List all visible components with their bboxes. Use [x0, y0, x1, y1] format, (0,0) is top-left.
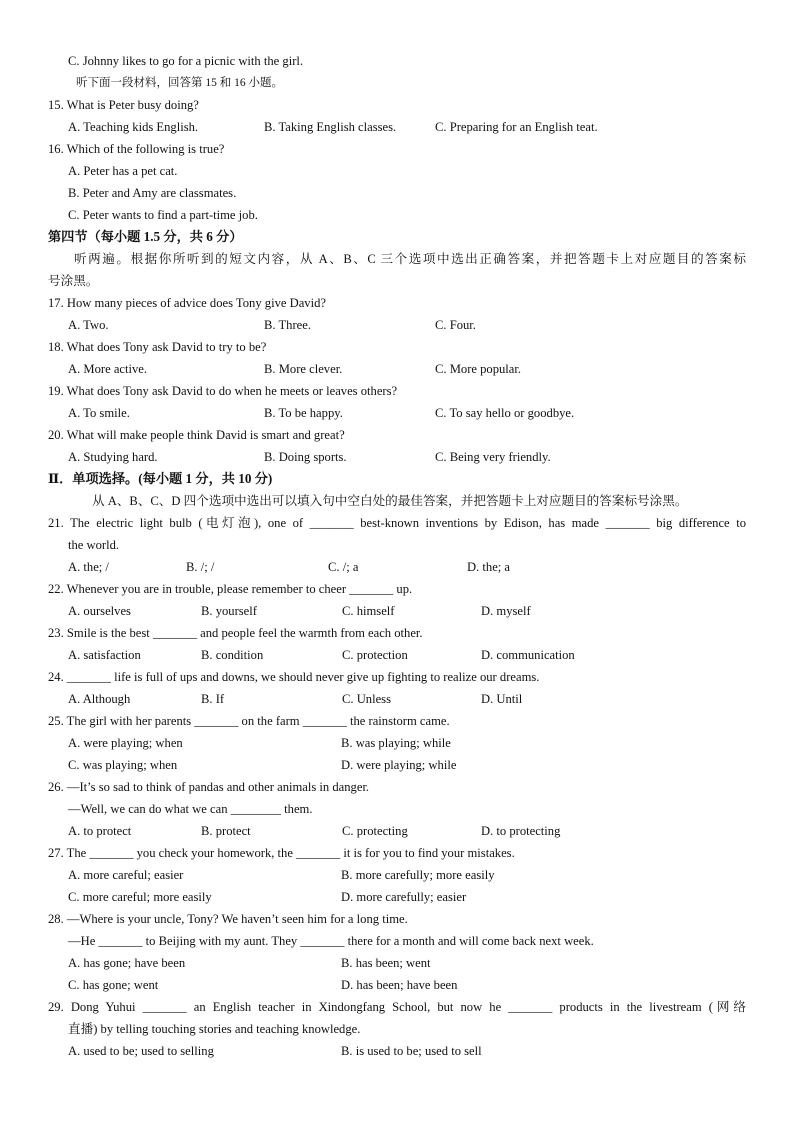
q29-option-b: B. is used to be; used to sell [341, 1044, 482, 1058]
q18-option-b: B. More clever. [264, 362, 343, 376]
q21-option-b: B. /; / [186, 560, 215, 574]
question-17-stem: 17. How many pieces of advice does Tony give David? [48, 296, 326, 310]
q14-option-c: C. Johnny likes to go for a picnic with the girl. [68, 54, 304, 68]
q26-option-d: D. to protecting [481, 824, 561, 838]
q27-option-a: A. more careful; easier [68, 868, 184, 882]
q19-option-c: C. To say hello or goodbye. [435, 406, 575, 420]
question-28-stem: 28. —Where is your uncle, Tony? We haven’t seen him for a long time. [48, 912, 408, 926]
q21-option-a: A. the; / [68, 560, 109, 574]
q18-option-a: A. More active. [68, 362, 148, 376]
q25-option-b: B. was playing; while [341, 736, 451, 750]
listening-instruction: 听下面一段材料，回答第 15 和 16 小题。 [76, 77, 283, 89]
q25-option-d: D. were playing; while [341, 758, 457, 772]
q23-option-a: A. satisfaction [68, 648, 141, 662]
q16-option-c: C. Peter wants to find a part-time job. [68, 208, 258, 222]
q21-option-d: D. the; a [467, 560, 511, 574]
section-2-instruction: 从 A、B、C、D 四个选项中选出可以填入句中空白处的最佳答案，并把答题卡上对应题目的答案标号涂黑。 [92, 494, 688, 508]
q19-option-a: A. To smile. [68, 406, 130, 420]
q17-option-b: B. Three. [264, 318, 311, 332]
q15-option-b: B. Taking English classes. [264, 120, 397, 134]
q22-option-c: C. himself [342, 604, 395, 618]
q26-option-c: C. protecting [342, 824, 408, 838]
q22-option-a: A. ourselves [68, 604, 131, 618]
section-4-instruction-line1: 听两遍。根据你所听到的短文内容，从 A、B、C 三个选项中选出正确答案，并把答题卡上对应题目的答案标 [74, 252, 746, 266]
question-15-stem: 15. What is Peter busy doing? [48, 98, 199, 112]
q24-option-b: B. If [201, 692, 225, 706]
q28-option-b: B. has been; went [341, 956, 431, 970]
section-4-instruction-line2: 号涂黑。 [48, 274, 99, 288]
q15-option-a: A. Teaching kids English. [68, 120, 199, 134]
q23-option-c: C. protection [342, 648, 408, 662]
q23-option-b: B. condition [201, 648, 264, 662]
question-25-stem: 25. The girl with her parents _______ on the farm _______ the rainstorm came. [48, 714, 450, 728]
q22-option-b: B. yourself [201, 604, 257, 618]
q17-option-c: C. Four. [435, 318, 476, 332]
section-2-heading: Ⅱ．单项选择。(每小题 1 分，共 10 分) [48, 471, 273, 486]
q24-option-d: D. Until [481, 692, 523, 706]
q28-option-c: C. has gone; went [68, 978, 159, 992]
q24-option-c: C. Unless [342, 692, 391, 706]
question-29-stem: 29. Dong Yuhui _______ an English teacher in Xindongfang School, but now he _______ products in the livestream (网络 [48, 1000, 746, 1014]
q27-option-c: C. more careful; more easily [68, 890, 212, 904]
q16-option-b: B. Peter and Amy are classmates. [68, 186, 237, 200]
q17-option-a: A. Two. [68, 318, 109, 332]
q20-option-c: C. Being very friendly. [435, 450, 551, 464]
question-24-stem: 24. _______ life is full of ups and downs, we should never give up fighting to realize our dreams. [48, 670, 540, 684]
question-19-stem: 19. What does Tony ask David to do when he meets or leaves others? [48, 384, 398, 398]
question-20-stem: 20. What will make people think David is smart and great? [48, 428, 345, 442]
question-26-stem-cont: —Well, we can do what we can ________ them. [68, 802, 313, 816]
question-22-stem: 22. Whenever you are in trouble, please remember to cheer _______ up. [48, 582, 413, 596]
q26-option-a: A. to protect [68, 824, 132, 838]
q20-option-a: A. Studying hard. [68, 450, 158, 464]
q26-option-b: B. protect [201, 824, 251, 838]
q18-option-c: C. More popular. [435, 362, 522, 376]
q27-option-d: D. more carefully; easier [341, 890, 467, 904]
q15-option-c: C. Preparing for an English teat. [435, 120, 598, 134]
q20-option-b: B. Doing sports. [264, 450, 347, 464]
q24-option-a: A. Although [68, 692, 131, 706]
question-21-stem: 21. The electric light bulb (电灯泡), one of _______ best-known inventions by Edison, has made _______ big difference to [48, 516, 746, 530]
q16-option-a: A. Peter has a pet cat. [68, 164, 178, 178]
q23-option-d: D. communication [481, 648, 575, 662]
question-18-stem: 18. What does Tony ask David to try to be? [48, 340, 267, 354]
q21-option-c: C. /; a [328, 560, 359, 574]
q22-option-d: D. myself [481, 604, 531, 618]
q28-option-d: D. has been; have been [341, 978, 458, 992]
q27-option-b: B. more carefully; more easily [341, 868, 495, 882]
q28-option-a: A. has gone; have been [68, 956, 186, 970]
question-26-stem: 26. —It’s so sad to think of pandas and other animals in danger. [48, 780, 370, 794]
q29-option-a: A. used to be; used to selling [68, 1044, 214, 1058]
question-28-stem-cont: —He _______ to Beijing with my aunt. They _______ there for a month and will come back next week. [68, 934, 594, 948]
q25-option-a: A. were playing; when [68, 736, 183, 750]
q25-option-c: C. was playing; when [68, 758, 178, 772]
question-21-stem-cont: the world. [68, 538, 120, 552]
question-29-stem-cont: 直播) by telling touching stories and teaching knowledge. [68, 1022, 361, 1036]
question-16-stem: 16. Which of the following is true? [48, 142, 225, 156]
section-4-heading: 第四节（每小题 1.5 分，共 6 分） [48, 229, 243, 244]
question-27-stem: 27. The _______ you check your homework, the _______ it is for you to find your mistakes. [48, 846, 515, 860]
question-23-stem: 23. Smile is the best _______ and people feel the warmth from each other. [48, 626, 423, 640]
q19-option-b: B. To be happy. [264, 406, 343, 420]
